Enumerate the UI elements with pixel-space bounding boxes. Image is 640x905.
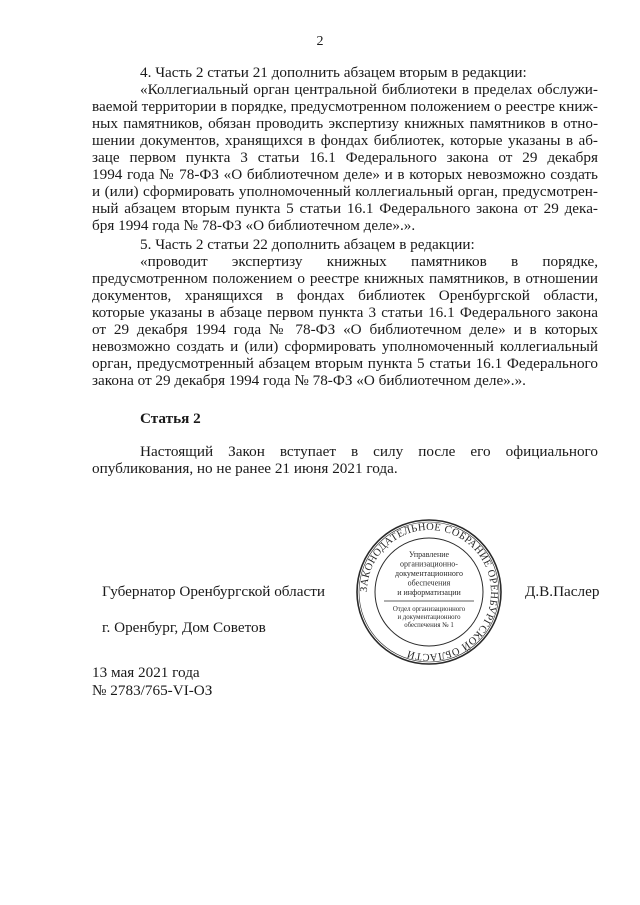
paragraph-line: ный абзацем вторым пункта 5 статьи 16.1 Федерального закона от 29 дека- [92,200,598,217]
paragraph-line: от 29 декабря 1994 года № 78-ФЗ «О библиотечном деле» и в которых [92,321,598,338]
signatory-position: Губернатор Оренбургской области [102,583,325,600]
signing-place: г. Оренбург, Дом Советов [102,619,266,636]
paragraph-line: невозможно создать и (или) сформировать уполномоченный коллегиальный [92,338,598,355]
seal-bottom-line: обеспечения № 1 [404,622,454,629]
paragraph-line: предусмотренном положением о реестре книжных памятников, в отношении [92,270,598,287]
paragraph-line: документов, хранящихся в фондах библиотек Оренбургской области, [92,287,598,304]
paragraph-line: закона от 29 декабря 1994 года № 78-ФЗ «О библиотечном деле».». [92,372,526,389]
paragraph-line: которые указаны в абзаце первом пункта 3 статьи 16.1 Федерального закона [92,304,598,321]
paragraph-line: заце первом пункта 3 статьи 16.1 Федерального закона от 29 декабря [92,149,598,166]
official-seal-stamp [354,517,504,667]
paragraph-line: бря 1994 года № 78-ФЗ «О библиотечном деле».». [92,217,416,234]
seal-ring-text: ЗАКОНОДАТЕЛЬНОЕ СОБРАНИЕ ОРЕНБУРГСКОЙ ОБЛАСТИ [358,521,500,663]
seal-inner-line: обеспечения [407,578,451,588]
seal-bottom-line: Отдел организационного [392,606,466,613]
paragraph-line: 1994 года № 78-ФЗ «О библиотечном деле» и в которых невозможно создать [92,166,598,183]
signing-date: 13 мая 2021 года [92,664,200,681]
seal-bottom-line: и документационного [397,614,461,621]
page-number: 2 [316,34,324,49]
paragraph-line: 4. Часть 2 статьи 21 дополнить абзацем вторым в редакции: [140,64,527,81]
paragraph-line: «Коллегиальный орган центральной библиотеки в пределах обслужи- [140,81,598,98]
seal-inner-line: организационно- [400,559,458,569]
signatory-name: Д.В.Паслер [525,583,600,600]
paragraph-line: Настоящий Закон вступает в силу после его официального [140,443,598,460]
law-number: № 2783/765-VI-ОЗ [92,682,213,699]
paragraph-line: 5. Часть 2 статьи 22 дополнить абзацем в редакции: [140,236,475,253]
paragraph-line: «проводит экспертизу книжных памятников в порядке, [140,253,598,270]
paragraph-line: ваемой территории в порядке, предусмотренном положением о реестре книж- [92,98,598,115]
seal-inner-line: документационного [395,569,463,578]
article-heading: Статья 2 [140,410,201,427]
paragraph-line: и (или) сформировать уполномоченный коллегиальный орган, предусмотрен- [92,183,598,200]
seal-inner-line: и информатизации [397,588,461,597]
paragraph-line: шении документов, хранящихся в фондах библиотек, которые указаны в аб- [92,132,598,149]
paragraph-line: орган, предусмотренный абзацем вторым пункта 5 статьи 16.1 Федерального [92,355,598,372]
seal-inner-line: Управление [408,550,450,559]
paragraph-line: опубликования, но не ранее 21 июня 2021 года. [92,460,398,477]
paragraph-line: ных памятников, обязан проводить экспертизу книжных памятников в отно- [92,115,598,132]
